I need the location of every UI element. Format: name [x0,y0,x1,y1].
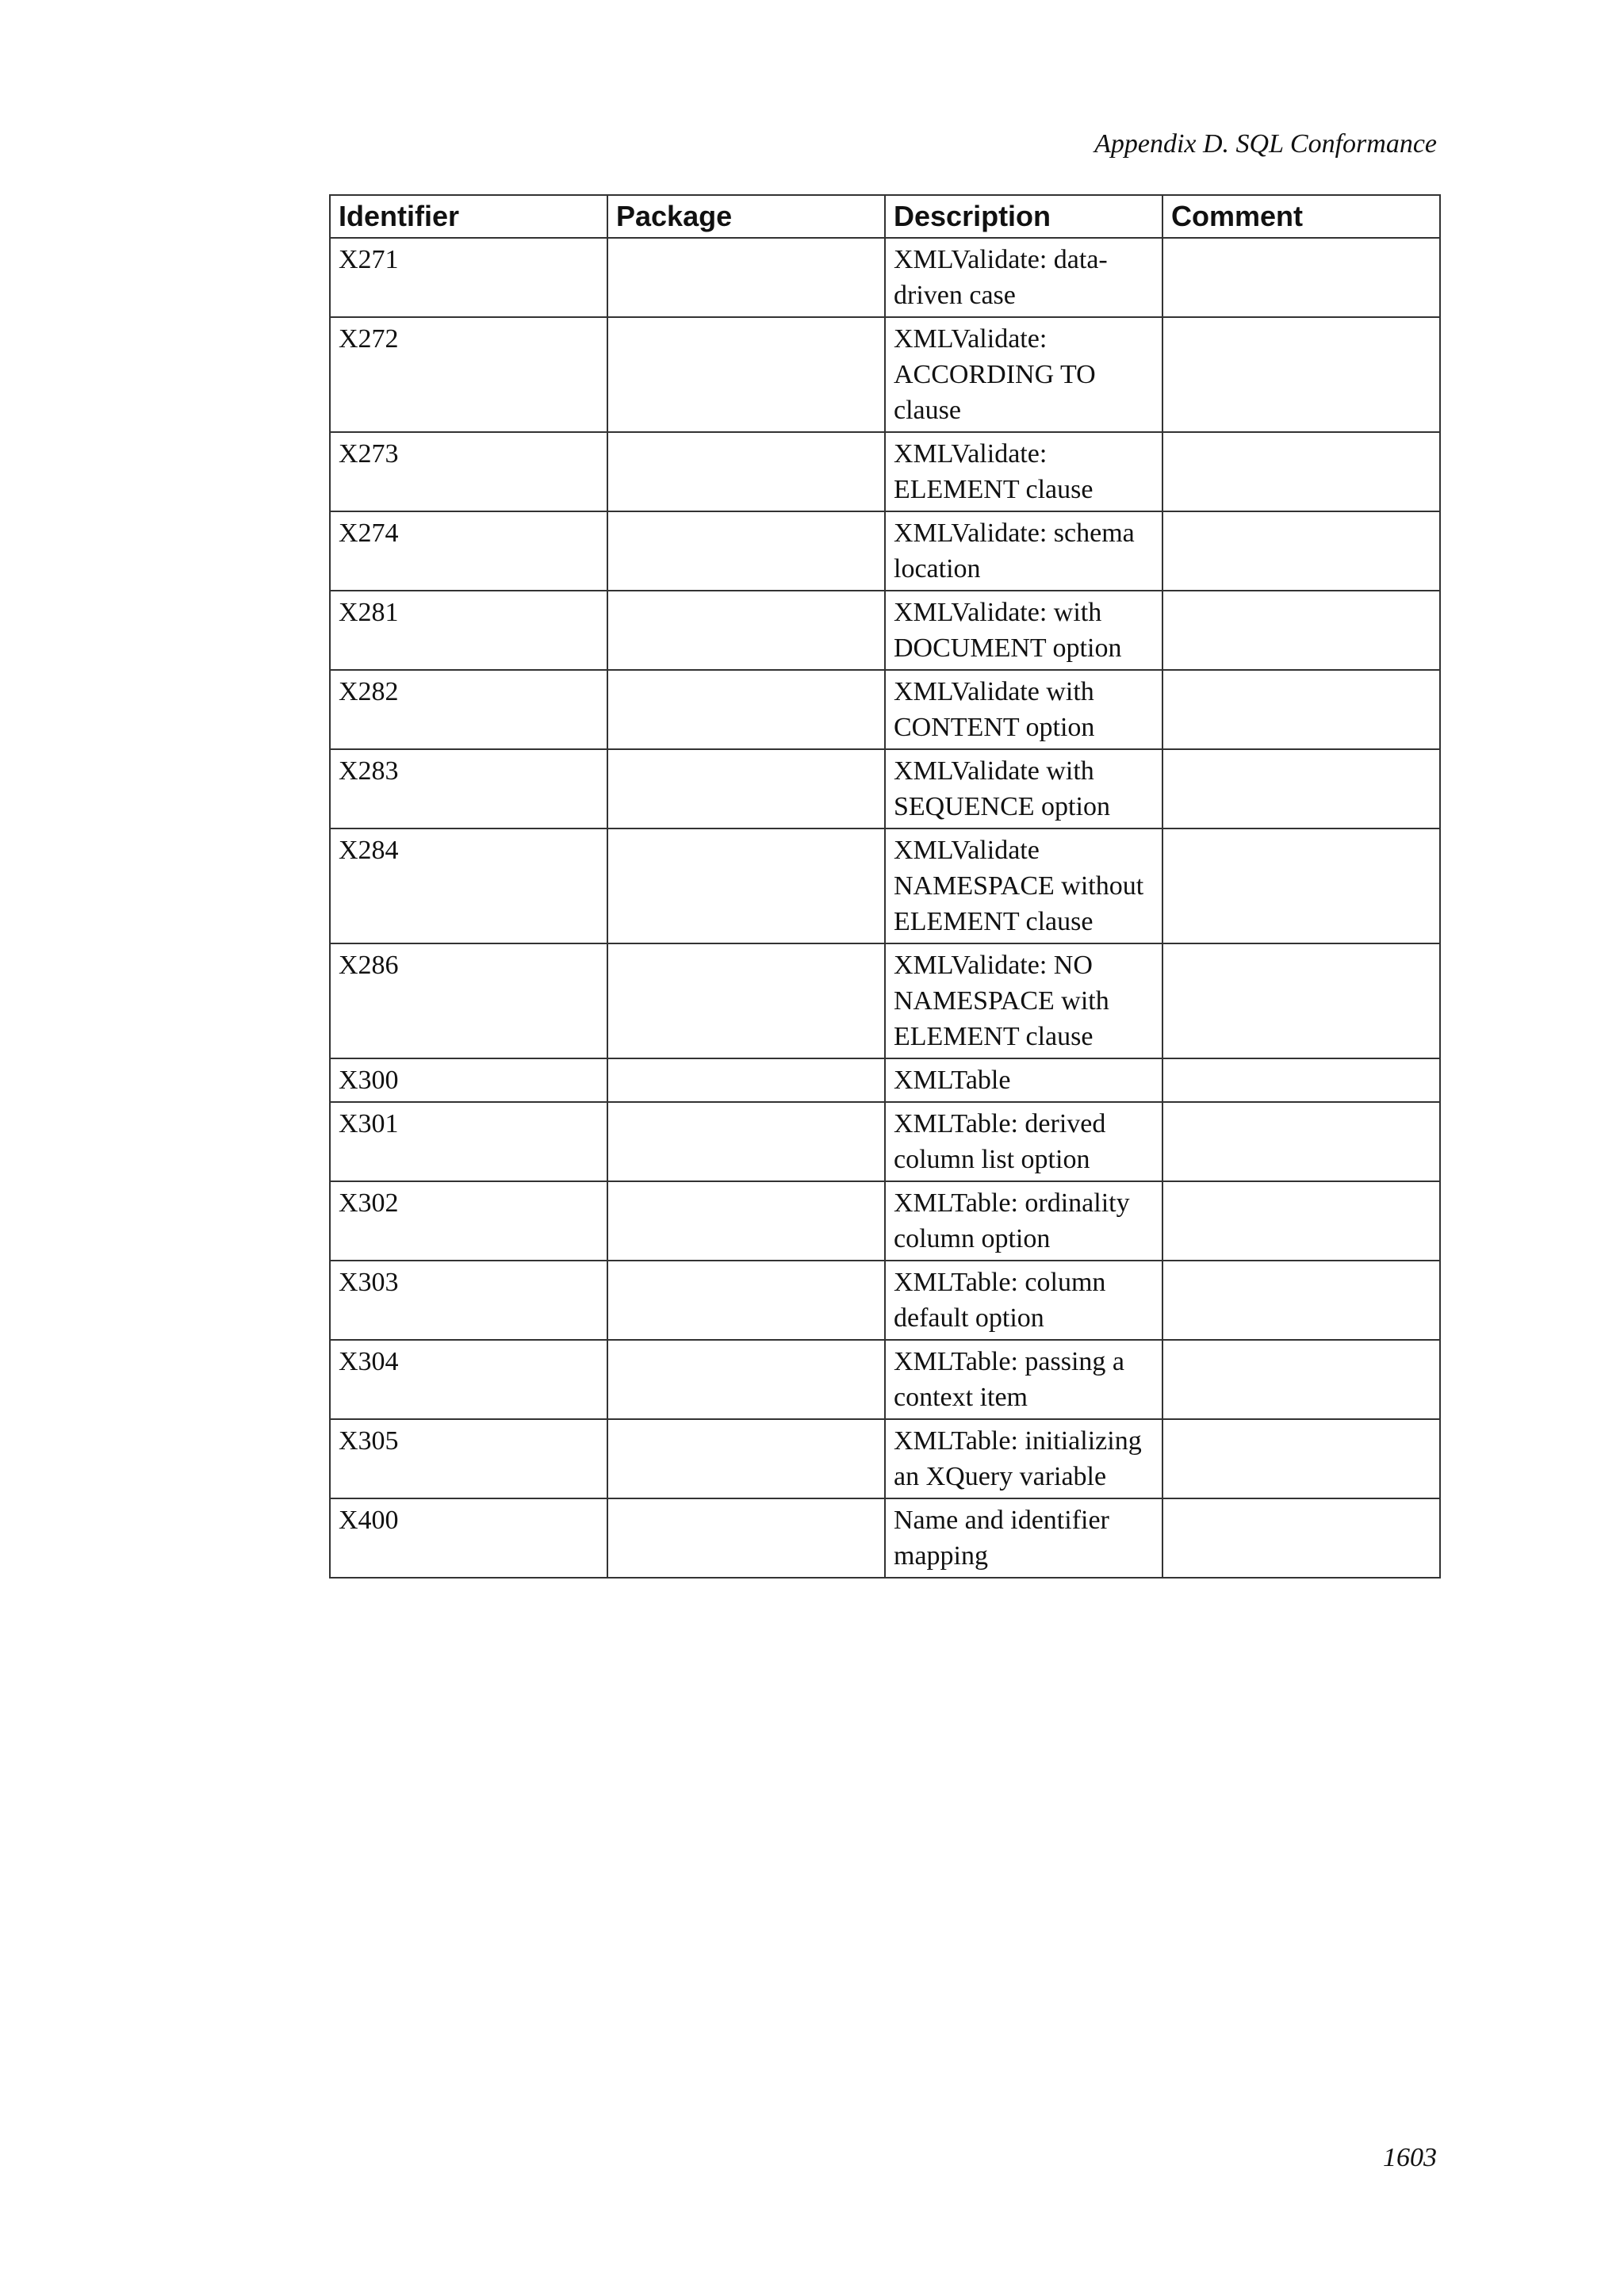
cell-description: XMLValidate: ACCORDING TO clause [885,317,1162,432]
cell-identifier: X304 [330,1340,607,1419]
cell-comment [1162,1058,1440,1102]
cell-identifier: X286 [330,943,607,1058]
cell-package [607,238,885,317]
table-row [330,511,1440,591]
column-header-package: Package [607,195,885,238]
cell-comment [1162,238,1440,317]
cell-comment [1162,317,1440,432]
cell-comment [1162,943,1440,1058]
cell-package [607,1102,885,1181]
cell-description: XMLTable: initializing an XQuery variable [885,1419,1162,1498]
cell-comment [1162,1340,1440,1419]
cell-description: XMLValidate with SEQUENCE option [885,749,1162,828]
cell-description: XMLTable: ordinality column option [885,1181,1162,1261]
cell-comment [1162,1181,1440,1261]
table-row [330,670,1440,749]
cell-package [607,511,885,591]
cell-identifier: X273 [330,432,607,511]
cell-identifier: X301 [330,1102,607,1181]
cell-package [607,1498,885,1578]
cell-package [607,828,885,943]
cell-identifier: X284 [330,828,607,943]
table-row [330,432,1440,511]
cell-description: XMLValidate: ELEMENT clause [885,432,1162,511]
cell-comment [1162,749,1440,828]
cell-description: XMLValidate with CONTENT option [885,670,1162,749]
cell-package [607,749,885,828]
cell-description: XMLValidate: with DOCUMENT option [885,591,1162,670]
table-body [330,238,1440,1578]
table-row [330,749,1440,828]
cell-identifier: X283 [330,749,607,828]
cell-comment [1162,1102,1440,1181]
cell-identifier: X305 [330,1419,607,1498]
table-row [330,1498,1440,1578]
table-row [330,1181,1440,1261]
cell-description: XMLTable: passing a context item [885,1340,1162,1419]
column-header-description: Description [885,195,1162,238]
cell-comment [1162,1261,1440,1340]
conformance-table [329,194,1441,1578]
cell-package [607,943,885,1058]
cell-package [607,1340,885,1419]
table-row [330,317,1440,432]
cell-description: XMLValidate NAMESPACE without ELEMENT clause [885,828,1162,943]
table-row [330,828,1440,943]
cell-description: Name and identifier mapping [885,1498,1162,1578]
cell-identifier: X300 [330,1058,607,1102]
cell-identifier: X271 [330,238,607,317]
cell-description: XMLValidate: schema location [885,511,1162,591]
cell-package [607,1419,885,1498]
column-header-comment: Comment [1162,195,1440,238]
cell-identifier: X282 [330,670,607,749]
cell-comment [1162,432,1440,511]
cell-comment [1162,828,1440,943]
cell-package [607,591,885,670]
cell-identifier: X302 [330,1181,607,1261]
cell-comment [1162,670,1440,749]
cell-description: XMLValidate: NO NAMESPACE with ELEMENT clause [885,943,1162,1058]
cell-description: XMLTable: derived column list option [885,1102,1162,1181]
table-row [330,1340,1440,1419]
cell-identifier: X272 [330,317,607,432]
cell-comment [1162,591,1440,670]
table-row [330,1261,1440,1340]
cell-package [607,317,885,432]
cell-identifier: X303 [330,1261,607,1340]
cell-identifier: X400 [330,1498,607,1578]
cell-package [607,1058,885,1102]
column-header-identifier: Identifier [330,195,607,238]
table-row [330,1058,1440,1102]
cell-description: XMLTable [885,1058,1162,1102]
cell-comment [1162,511,1440,591]
cell-description: XMLTable: column default option [885,1261,1162,1340]
table-row [330,591,1440,670]
running-header: Appendix D. SQL Conformance [1094,129,1437,159]
cell-package [607,670,885,749]
table-row [330,943,1440,1058]
table-row [330,1419,1440,1498]
cell-identifier: X274 [330,511,607,591]
page-number: 1603 [1383,2143,1437,2172]
table-row [330,1102,1440,1181]
cell-comment [1162,1419,1440,1498]
cell-package [607,432,885,511]
cell-description: XMLValidate: data-driven case [885,238,1162,317]
cell-package [607,1181,885,1261]
cell-package [607,1261,885,1340]
table-header-row [330,195,1440,238]
table-row [330,238,1440,317]
cell-comment [1162,1498,1440,1578]
cell-identifier: X281 [330,591,607,670]
